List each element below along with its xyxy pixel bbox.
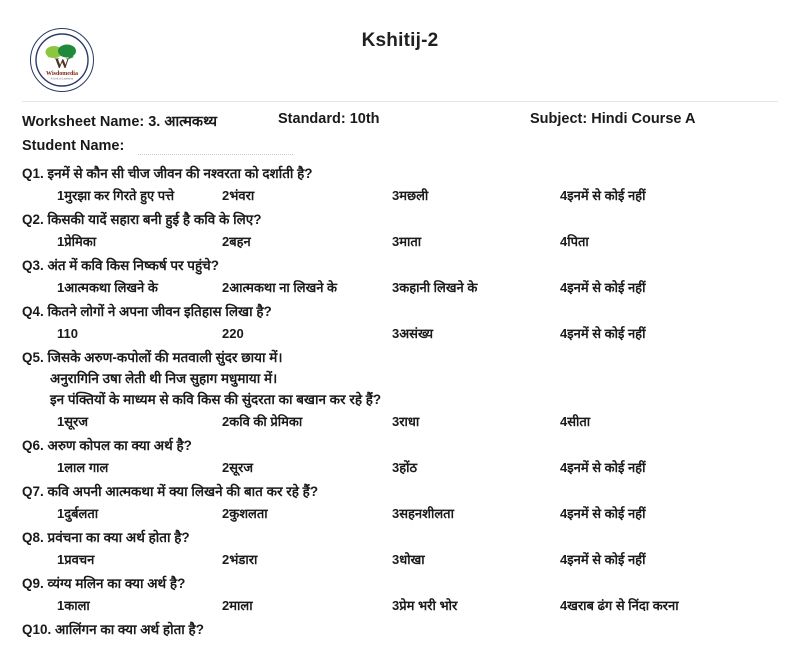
option-number: 1	[57, 188, 65, 203]
option-choice[interactable]	[57, 232, 96, 251]
option-choice[interactable]	[392, 232, 421, 251]
question-block	[0, 527, 800, 573]
svg-text:A Unit of Learners: A Unit of Learners	[50, 76, 74, 81]
question-text	[0, 435, 800, 456]
option-row	[0, 594, 800, 619]
option-label: मुरझा कर गिरते हुए पत्ते	[64, 188, 175, 203]
option-number: 2	[222, 326, 230, 341]
option-number: 4	[560, 552, 568, 567]
svg-text:W: W	[54, 56, 70, 72]
option-label: धोखा	[399, 552, 425, 567]
option-label: आत्मकथा लिखने के	[64, 280, 158, 295]
option-label: होंठ	[399, 460, 418, 475]
question-number: Q3.	[22, 258, 44, 273]
option-choice[interactable]	[560, 550, 645, 569]
option-choice[interactable]	[392, 596, 457, 615]
question-text	[0, 481, 800, 502]
question-body: किसकी यादें सहारा बनी हुई है कवि के लिए?	[43, 212, 262, 227]
question-text	[0, 527, 800, 548]
option-choice[interactable]	[392, 324, 433, 343]
option-choice[interactable]	[222, 412, 302, 431]
option-row	[0, 548, 800, 573]
option-number: 2	[222, 460, 230, 475]
worksheet-name-label: Worksheet Name: 3. आत्मकथ्य	[22, 114, 218, 130]
questions-list	[0, 163, 800, 640]
option-choice[interactable]	[222, 504, 268, 523]
option-label: मछली	[399, 188, 429, 203]
question-text-continuation: अनुरागिनि उषा लेती थी निज सुहाग मधुमाया में।	[50, 371, 278, 386]
question-text	[0, 209, 800, 230]
option-row	[0, 276, 800, 301]
question-text-continuation: इन पंक्तियों के माध्यम से कवि किस की सुंदरता का बखान कर रहे हैं?	[50, 392, 382, 407]
option-number: 4	[560, 460, 568, 475]
option-number: 3	[392, 326, 400, 341]
question-block	[0, 301, 800, 347]
question-block	[0, 255, 800, 301]
option-choice[interactable]	[392, 504, 454, 523]
option-choice[interactable]	[57, 186, 174, 205]
option-choice[interactable]	[222, 324, 244, 343]
option-number: 3	[392, 460, 400, 475]
option-label: इनमें से कोई नहीं	[567, 188, 646, 203]
option-choice[interactable]	[222, 278, 337, 297]
option-label: 10	[63, 326, 78, 341]
option-number: 4	[560, 326, 568, 341]
option-row	[0, 184, 800, 209]
option-number: 1	[57, 414, 65, 429]
option-choice[interactable]	[57, 504, 98, 523]
option-choice[interactable]	[222, 232, 251, 251]
option-label: सीता	[567, 414, 591, 429]
option-row	[0, 410, 800, 435]
question-text	[0, 573, 800, 594]
option-number: 3	[392, 188, 400, 203]
option-number: 4	[560, 414, 568, 429]
option-choice[interactable]	[57, 278, 158, 297]
question-body: अंत में कवि किस निष्कर्ष पर पहुंचे?	[43, 258, 219, 273]
question-body: कवि अपनी आत्मकथा में क्या लिखने की बात कर रहे हैं?	[43, 484, 319, 499]
option-choice[interactable]	[392, 412, 419, 431]
question-text	[0, 347, 800, 368]
option-number: 4	[560, 280, 568, 295]
option-label: प्रेमिका	[64, 234, 97, 249]
meta-row-student	[0, 135, 800, 161]
option-label: सहनशीलता	[399, 506, 454, 521]
option-choice[interactable]	[57, 324, 78, 343]
option-number: 4	[560, 188, 568, 203]
question-text	[0, 301, 800, 322]
question-number: Q10.	[22, 622, 52, 637]
option-number: 1	[57, 598, 65, 613]
question-body: आलिंगन का क्या अर्थ होता है?	[51, 622, 204, 637]
option-choice[interactable]	[560, 412, 590, 431]
option-choice[interactable]	[392, 458, 417, 477]
option-label: कहानी लिखने के	[399, 280, 478, 295]
option-number: 4	[560, 234, 568, 249]
question-number: Q4.	[22, 304, 44, 319]
student-name-input[interactable]	[138, 154, 293, 155]
question-body: प्रवंचना का क्या अर्थ होता है?	[43, 530, 190, 545]
option-number: 3	[392, 280, 400, 295]
option-label: माला	[229, 598, 253, 613]
option-label: भंवरा	[229, 188, 255, 203]
option-label: पिता	[567, 234, 589, 249]
option-number: 4	[560, 506, 568, 521]
option-number: 1	[57, 460, 65, 475]
option-label: भंडारा	[229, 552, 258, 567]
option-label: सूरज	[64, 414, 88, 429]
option-number: 2	[222, 234, 230, 249]
option-number: 3	[392, 598, 400, 613]
option-row	[0, 456, 800, 481]
question-number: Q9.	[22, 576, 44, 591]
question-block	[0, 481, 800, 527]
question-text	[0, 619, 800, 640]
option-label: कुशलता	[229, 506, 268, 521]
question-body: कितने लोगों ने अपना जीवन इतिहास लिखा है?	[43, 304, 272, 319]
standard-label: Standard: 10th	[278, 111, 380, 127]
option-number: 2	[222, 280, 230, 295]
option-choice[interactable]	[560, 324, 645, 343]
option-choice[interactable]	[560, 596, 679, 615]
option-number: 2	[222, 506, 230, 521]
svg-text:Wisdomedia: Wisdomedia	[46, 71, 78, 77]
question-block	[0, 573, 800, 619]
question-number: Q7.	[22, 484, 44, 499]
option-label: सूरज	[229, 460, 253, 475]
option-choice[interactable]	[57, 412, 88, 431]
option-label: माता	[399, 234, 422, 249]
question-number: Q6.	[22, 438, 44, 453]
option-label: खराब ढंग से निंदा करना	[567, 598, 679, 613]
option-label: इनमें से कोई नहीं	[567, 552, 646, 567]
option-label: राधा	[399, 414, 420, 429]
question-block	[0, 619, 800, 640]
option-label: लाल गाल	[64, 460, 109, 475]
question-number: Q2.	[22, 212, 44, 227]
option-number: 1	[57, 234, 65, 249]
meta-row-primary	[0, 108, 800, 135]
option-choice[interactable]	[222, 596, 253, 615]
option-choice[interactable]	[57, 596, 90, 615]
option-label: आत्मकथा ना लिखने के	[229, 280, 338, 295]
option-number: 2	[222, 414, 230, 429]
question-block	[0, 209, 800, 255]
option-choice[interactable]	[392, 278, 477, 297]
question-body: व्यंग्य मलिन का क्या अर्थ है?	[43, 576, 186, 591]
subject-label: Subject: Hindi Course A	[530, 111, 696, 127]
option-choice[interactable]	[57, 458, 108, 477]
question-number: Q5.	[22, 350, 44, 365]
option-choice[interactable]	[560, 504, 645, 523]
option-label: प्रवचन	[64, 552, 95, 567]
option-choice[interactable]	[392, 186, 428, 205]
option-number: 3	[392, 506, 400, 521]
option-number: 2	[222, 598, 230, 613]
option-label: इनमें से कोई नहीं	[567, 506, 646, 521]
student-name-label: Student Name:	[22, 138, 125, 154]
option-number: 2	[222, 552, 230, 567]
option-row	[0, 230, 800, 255]
option-choice[interactable]	[560, 232, 589, 251]
option-choice[interactable]	[222, 186, 254, 205]
option-choice[interactable]	[222, 550, 257, 569]
option-number: 3	[392, 234, 400, 249]
option-number: 1	[57, 506, 65, 521]
page-title: Kshitij-2	[361, 30, 439, 51]
question-body: जिसके अरुण-कपोलों की मतवाली सुंदर छाया में।	[43, 350, 283, 365]
option-label: इनमें से कोई नहीं	[567, 280, 646, 295]
option-label: 20	[229, 326, 244, 341]
question-text	[0, 163, 800, 184]
option-number: 4	[560, 598, 568, 613]
option-label: कवि की प्रेमिका	[229, 414, 303, 429]
option-label: इनमें से कोई नहीं	[567, 326, 646, 341]
option-row	[0, 502, 800, 527]
question-block	[0, 347, 800, 435]
option-choice[interactable]	[560, 278, 645, 297]
option-choice[interactable]	[222, 458, 253, 477]
option-label: प्रेम भरी भोर	[399, 598, 458, 613]
option-label: इनमें से कोई नहीं	[567, 460, 646, 475]
question-block	[0, 163, 800, 209]
question-number: Q8.	[22, 530, 44, 545]
page-header	[0, 0, 800, 98]
option-label: दुर्बलता	[64, 506, 99, 521]
question-body: इनमें से कौन सी चीज जीवन की नश्वरता को दर्शाती है?	[43, 166, 313, 181]
question-number: Q1.	[22, 166, 44, 181]
option-number: 1	[57, 326, 64, 341]
option-choice[interactable]	[560, 186, 645, 205]
header-divider	[22, 101, 778, 102]
option-number: 1	[57, 280, 65, 295]
question-block	[0, 435, 800, 481]
option-choice[interactable]	[392, 550, 425, 569]
option-label: असंख्य	[399, 326, 434, 341]
option-number: 3	[392, 552, 400, 567]
option-label: काला	[64, 598, 90, 613]
worksheet-meta	[0, 108, 800, 161]
option-choice[interactable]	[57, 550, 94, 569]
option-choice[interactable]	[560, 458, 645, 477]
option-number: 2	[222, 188, 230, 203]
option-number: 1	[57, 552, 65, 567]
question-body: अरुण कोपल का क्या अर्थ है?	[43, 438, 192, 453]
option-row	[0, 322, 800, 347]
option-number: 3	[392, 414, 400, 429]
question-text	[0, 255, 800, 276]
option-label: बहन	[229, 234, 251, 249]
